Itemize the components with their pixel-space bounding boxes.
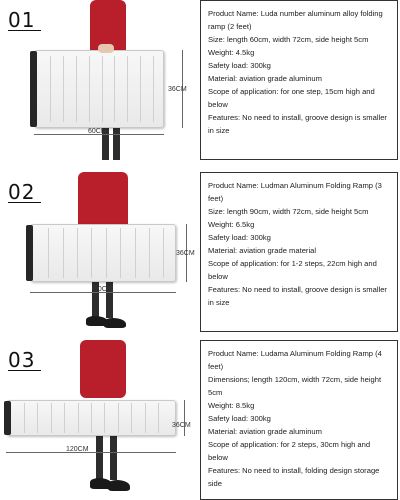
spec-box-3 [200,340,398,500]
height-dimension-label: 36CM [176,250,195,257]
weight: Weight: 6.5kg [208,220,255,229]
scope: Scope of application: for 2 steps, 30cm high and below [208,440,371,462]
item-number: 01 [8,10,41,31]
product-name: Product Name: Ludama Aluminum Folding Ramp (4 feet) [208,349,382,371]
features: Features: No need to install, folding design storage side [208,466,380,488]
product-photo-2 [0,172,198,332]
safety-load: Safety load: 300kg [208,414,271,423]
size: Dimensions; length 120cm, width 72cm, side height 5cm [208,375,382,397]
height-dimension-line [184,400,185,436]
ramp-3ft [30,224,176,282]
shoe [104,318,126,328]
width-dimension-label: 120CM [66,446,89,453]
product-photo-1 [0,0,198,160]
width-dimension-line [6,452,176,453]
weight: Weight: 8.5kg [208,401,255,410]
leg [110,436,117,480]
safety-load: Safety load: 300kg [208,233,271,242]
leg [96,436,103,480]
material: Material: aviation grade aluminum [208,74,322,83]
height-dimension-label: 36CM [172,422,191,429]
height-dimension-label: 36CM [168,86,187,93]
red-coat [80,340,126,398]
material: Material: aviation grade material [208,246,317,255]
width-dimension-label: 60CM [88,128,107,135]
product-name: Product Name: Ludman Aluminum Folding Ramp (3 feet) [208,181,382,203]
ramp-2ft [34,50,164,128]
size: Size: length 60cm, width 72cm, side height 5cm [208,35,369,44]
product-section-3 [0,340,400,500]
width-dimension-label: 90CM [94,286,113,293]
product-section-1 [0,0,400,160]
features: Features: No need to install, groove design is smaller in size [208,285,387,307]
product-photo-3 [0,340,198,500]
item-number: 03 [8,350,41,371]
size: Size: length 90cm, width 72cm, side height 5cm [208,207,369,216]
spec-box-1 [200,0,398,160]
spec-box-2 [200,172,398,332]
product-name: Product Name: Luda number aluminum alloy folding ramp (2 feet) [208,9,383,31]
scope: Scope of application: for 1-2 steps, 22cm high and below [208,259,377,281]
hand [98,44,114,53]
item-number: 02 [8,182,41,203]
shoe [108,480,130,491]
material: Material: aviation grade aluminum [208,427,322,436]
leg [113,128,120,160]
ramp-4ft [6,400,176,436]
weight: Weight: 4.5kg [208,48,255,57]
features: Features: No need to install, groove design is smaller in size [208,113,387,135]
scope: Scope of application: for one step, 15cm high and below [208,87,375,109]
red-coat [78,172,128,232]
product-section-2 [0,172,400,332]
safety-load: Safety load: 300kg [208,61,271,70]
